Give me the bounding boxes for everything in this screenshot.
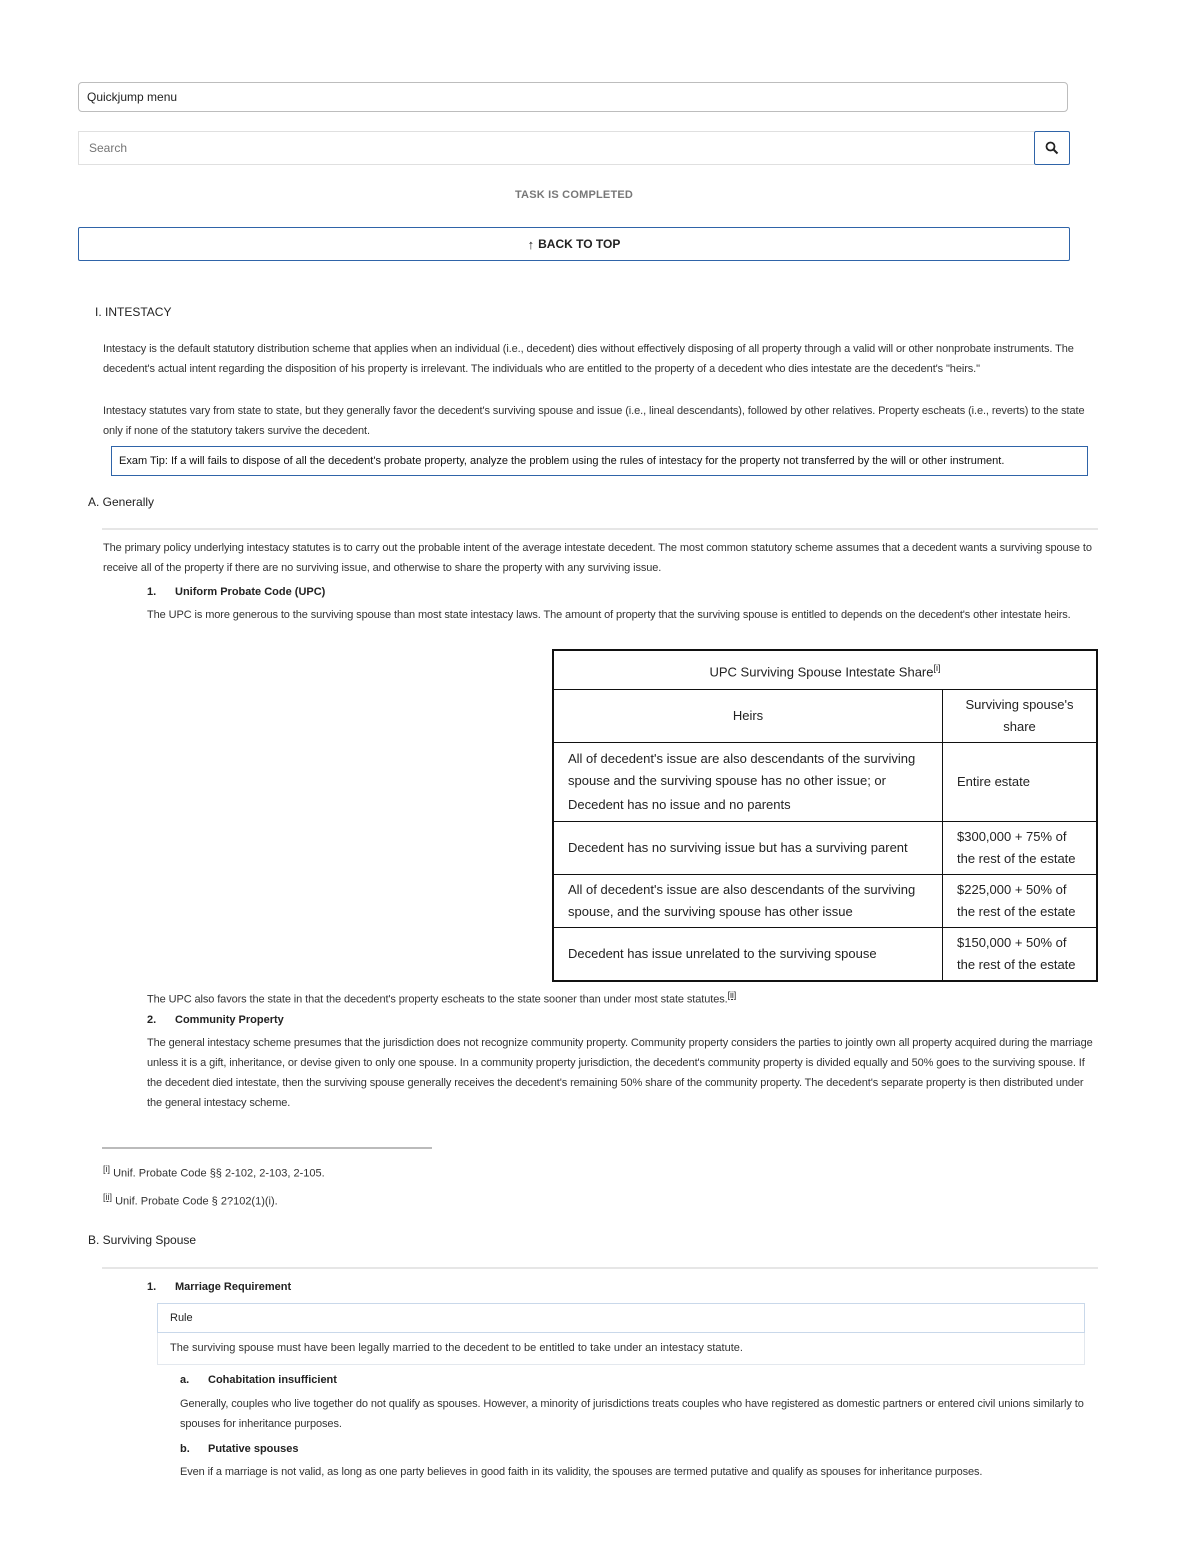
upc-escheat-text: The UPC also favors the state in that the decedent's property escheats to the state sooner than under most state statutes.: [147, 993, 728, 1006]
quickjump-menu[interactable]: Quickjump menu: [78, 82, 1068, 112]
list-letter: b.: [180, 1443, 190, 1455]
task-status: TASK IS COMPLETED: [514, 189, 634, 201]
heirs-text: Decedent has no issue and no parents: [568, 797, 791, 812]
exam-tip-box: Exam Tip: If a will fails to dispose of all the decedent's probate property, analyze the problem using the rules of intestacy for the property not transferred by the will or other instrument.: [111, 446, 1088, 476]
divider: [102, 1267, 1098, 1269]
putative-paragraph: Even if a marriage is not valid, as long as one party believes in good faith in its validity, the spouses are termed putative and qualify as spouses for inheritance purposes.: [180, 1466, 983, 1478]
footnote-text: Unif. Probate Code §§ 2-102, 2-103, 2-105.: [113, 1167, 325, 1180]
list-item-upc-heading: [147, 586, 325, 598]
section-heading-surviving-spouse: B. Surviving Spouse: [88, 1233, 197, 1247]
cohabitation-paragraph: Generally, couples who live together do not qualify as spouses. However, a minority of jurisdictions treats couples who have registered as domestic partners or entered civil unions similarly to spouses for inheritance purposes.: [180, 1398, 1084, 1430]
list-number: 1.: [147, 586, 157, 598]
footnote-i: [103, 1164, 325, 1180]
intestacy-paragraph-1: Intestacy is the default statutory distribution scheme that applies when an individual (i.e., decedent) dies without effectively disposing of all property through a valid will or other nonprobate instruments. The decedent's actual intent regarding the disposition of his property is irrelevant. The individuals who are entitled to the property of a decedent who dies intestate are the decedent's "heirs.": [103, 343, 1074, 375]
rule-box-text: The surviving spouse must have been legally married to the decedent to be entitled to take under an intestacy statute.: [157, 1333, 1085, 1365]
upc-paragraph: The UPC is more generous to the surviving spouse than most state intestacy laws. The amount of property that the surviving spouse is entitled to depends on the decedent's other intestate heirs.: [147, 609, 1071, 621]
list-item-marriage-heading: [147, 1281, 291, 1293]
table-cell-heirs: [553, 743, 943, 822]
table-title: [553, 650, 1097, 690]
footnote-mark[interactable]: [i]: [103, 1164, 111, 1174]
list-title: Cohabitation insufficient: [208, 1374, 337, 1386]
list-title: Putative spouses: [208, 1443, 299, 1455]
column-header-heirs: Heirs: [553, 690, 943, 743]
generally-paragraph: The primary policy underlying intestacy statutes is to carry out the probable intent of the average intestate decedent. The most common statutory scheme assumes that a decedent wants a surviving spouse to receive all of the property if there are no surviving issue, and otherwise to share the property with any surviving issue.: [103, 542, 1092, 574]
heirs-text: All of decedent's issue are also descendants of the surviving spouse and the surviving spouse has no other issue; or: [568, 751, 916, 788]
search-input[interactable]: [78, 131, 1034, 165]
column-header-share: Surviving spouse's share: [943, 690, 1098, 743]
list-title: Community Property: [175, 1014, 284, 1026]
upc-share-table: [552, 649, 1098, 982]
table-cell-share: Entire estate: [943, 743, 1098, 822]
list-number: 2.: [147, 1014, 157, 1026]
divider: [102, 528, 1098, 530]
intestacy-paragraph-2: Intestacy statutes vary from state to state, but they generally favor the decedent's surviving spouse and issue (i.e., lineal descendants), followed by other relatives. Property escheats (i.e., reverts) to the state only if none of the statutory takers survive the decedent.: [103, 405, 1085, 437]
sub-item-cohabitation-heading: [180, 1374, 337, 1386]
back-to-top-label: BACK TO TOP: [538, 237, 621, 251]
table-cell-heirs: Decedent has no surviving issue but has a surviving parent: [553, 822, 943, 875]
table-title-text: UPC Surviving Spouse Intestate Share: [709, 664, 934, 680]
section-heading-generally: A. Generally: [88, 495, 155, 509]
search-button[interactable]: [1034, 131, 1070, 165]
back-to-top-button[interactable]: [78, 227, 1070, 261]
footnote-link-i[interactable]: [i]: [933, 662, 941, 673]
table-cell-share: $150,000 + 50% of the rest of the estate: [943, 928, 1098, 982]
footnote-ii: [103, 1192, 278, 1208]
table-row: [553, 928, 1097, 982]
table-cell-heirs: Decedent has issue unrelated to the surviving spouse: [553, 928, 943, 982]
sub-item-putative-heading: [180, 1443, 298, 1455]
table-cell-heirs: All of decedent's issue are also descendants of the surviving spouse, and the surviving spouse has other issue: [553, 875, 943, 928]
table-row: [553, 875, 1097, 928]
footnote-divider: [102, 1147, 432, 1149]
list-title: Marriage Requirement: [175, 1281, 292, 1293]
list-item-community-heading: [147, 1014, 284, 1026]
footnote-link-ii[interactable]: [ii]: [727, 990, 737, 1000]
footnote-text: Unif. Probate Code § 2?102(1)(i).: [115, 1195, 278, 1208]
list-number: 1.: [147, 1281, 157, 1293]
table-cell-share: $225,000 + 50% of the rest of the estate: [943, 875, 1098, 928]
table-row: [553, 822, 1097, 875]
search-bar: [78, 131, 1070, 165]
section-heading-intestacy: I. INTESTACY: [95, 305, 172, 319]
community-property-paragraph: The general intestacy scheme presumes that the jurisdiction does not recognize community property. Community property considers the parties to jointly own all property acquired during the marriage unless it is a gift, inheritance, or devise given to only one spouse. In a community property jurisdiction, the decedent's community property is divided equally and 50% goes to the surviving spouse. If the decedent died intestate, then the surviving spouse generally receives the decedent's remaining 50% share of the community property. The decedent's separate property is then distributed under the general intestacy scheme.: [147, 1037, 1093, 1109]
footnote-mark[interactable]: [ii]: [103, 1192, 112, 1202]
table-cell-share: $300,000 + 75% of the rest of the estate: [943, 822, 1098, 875]
table-row: [553, 743, 1097, 822]
rule-box-label: Rule: [157, 1303, 1085, 1333]
upc-escheat-paragraph: [147, 985, 1097, 1010]
search-icon: [1045, 141, 1059, 155]
list-letter: a.: [180, 1374, 190, 1386]
list-title: Uniform Probate Code (UPC): [175, 586, 326, 598]
arrow-up-icon: ↑: [527, 236, 535, 252]
